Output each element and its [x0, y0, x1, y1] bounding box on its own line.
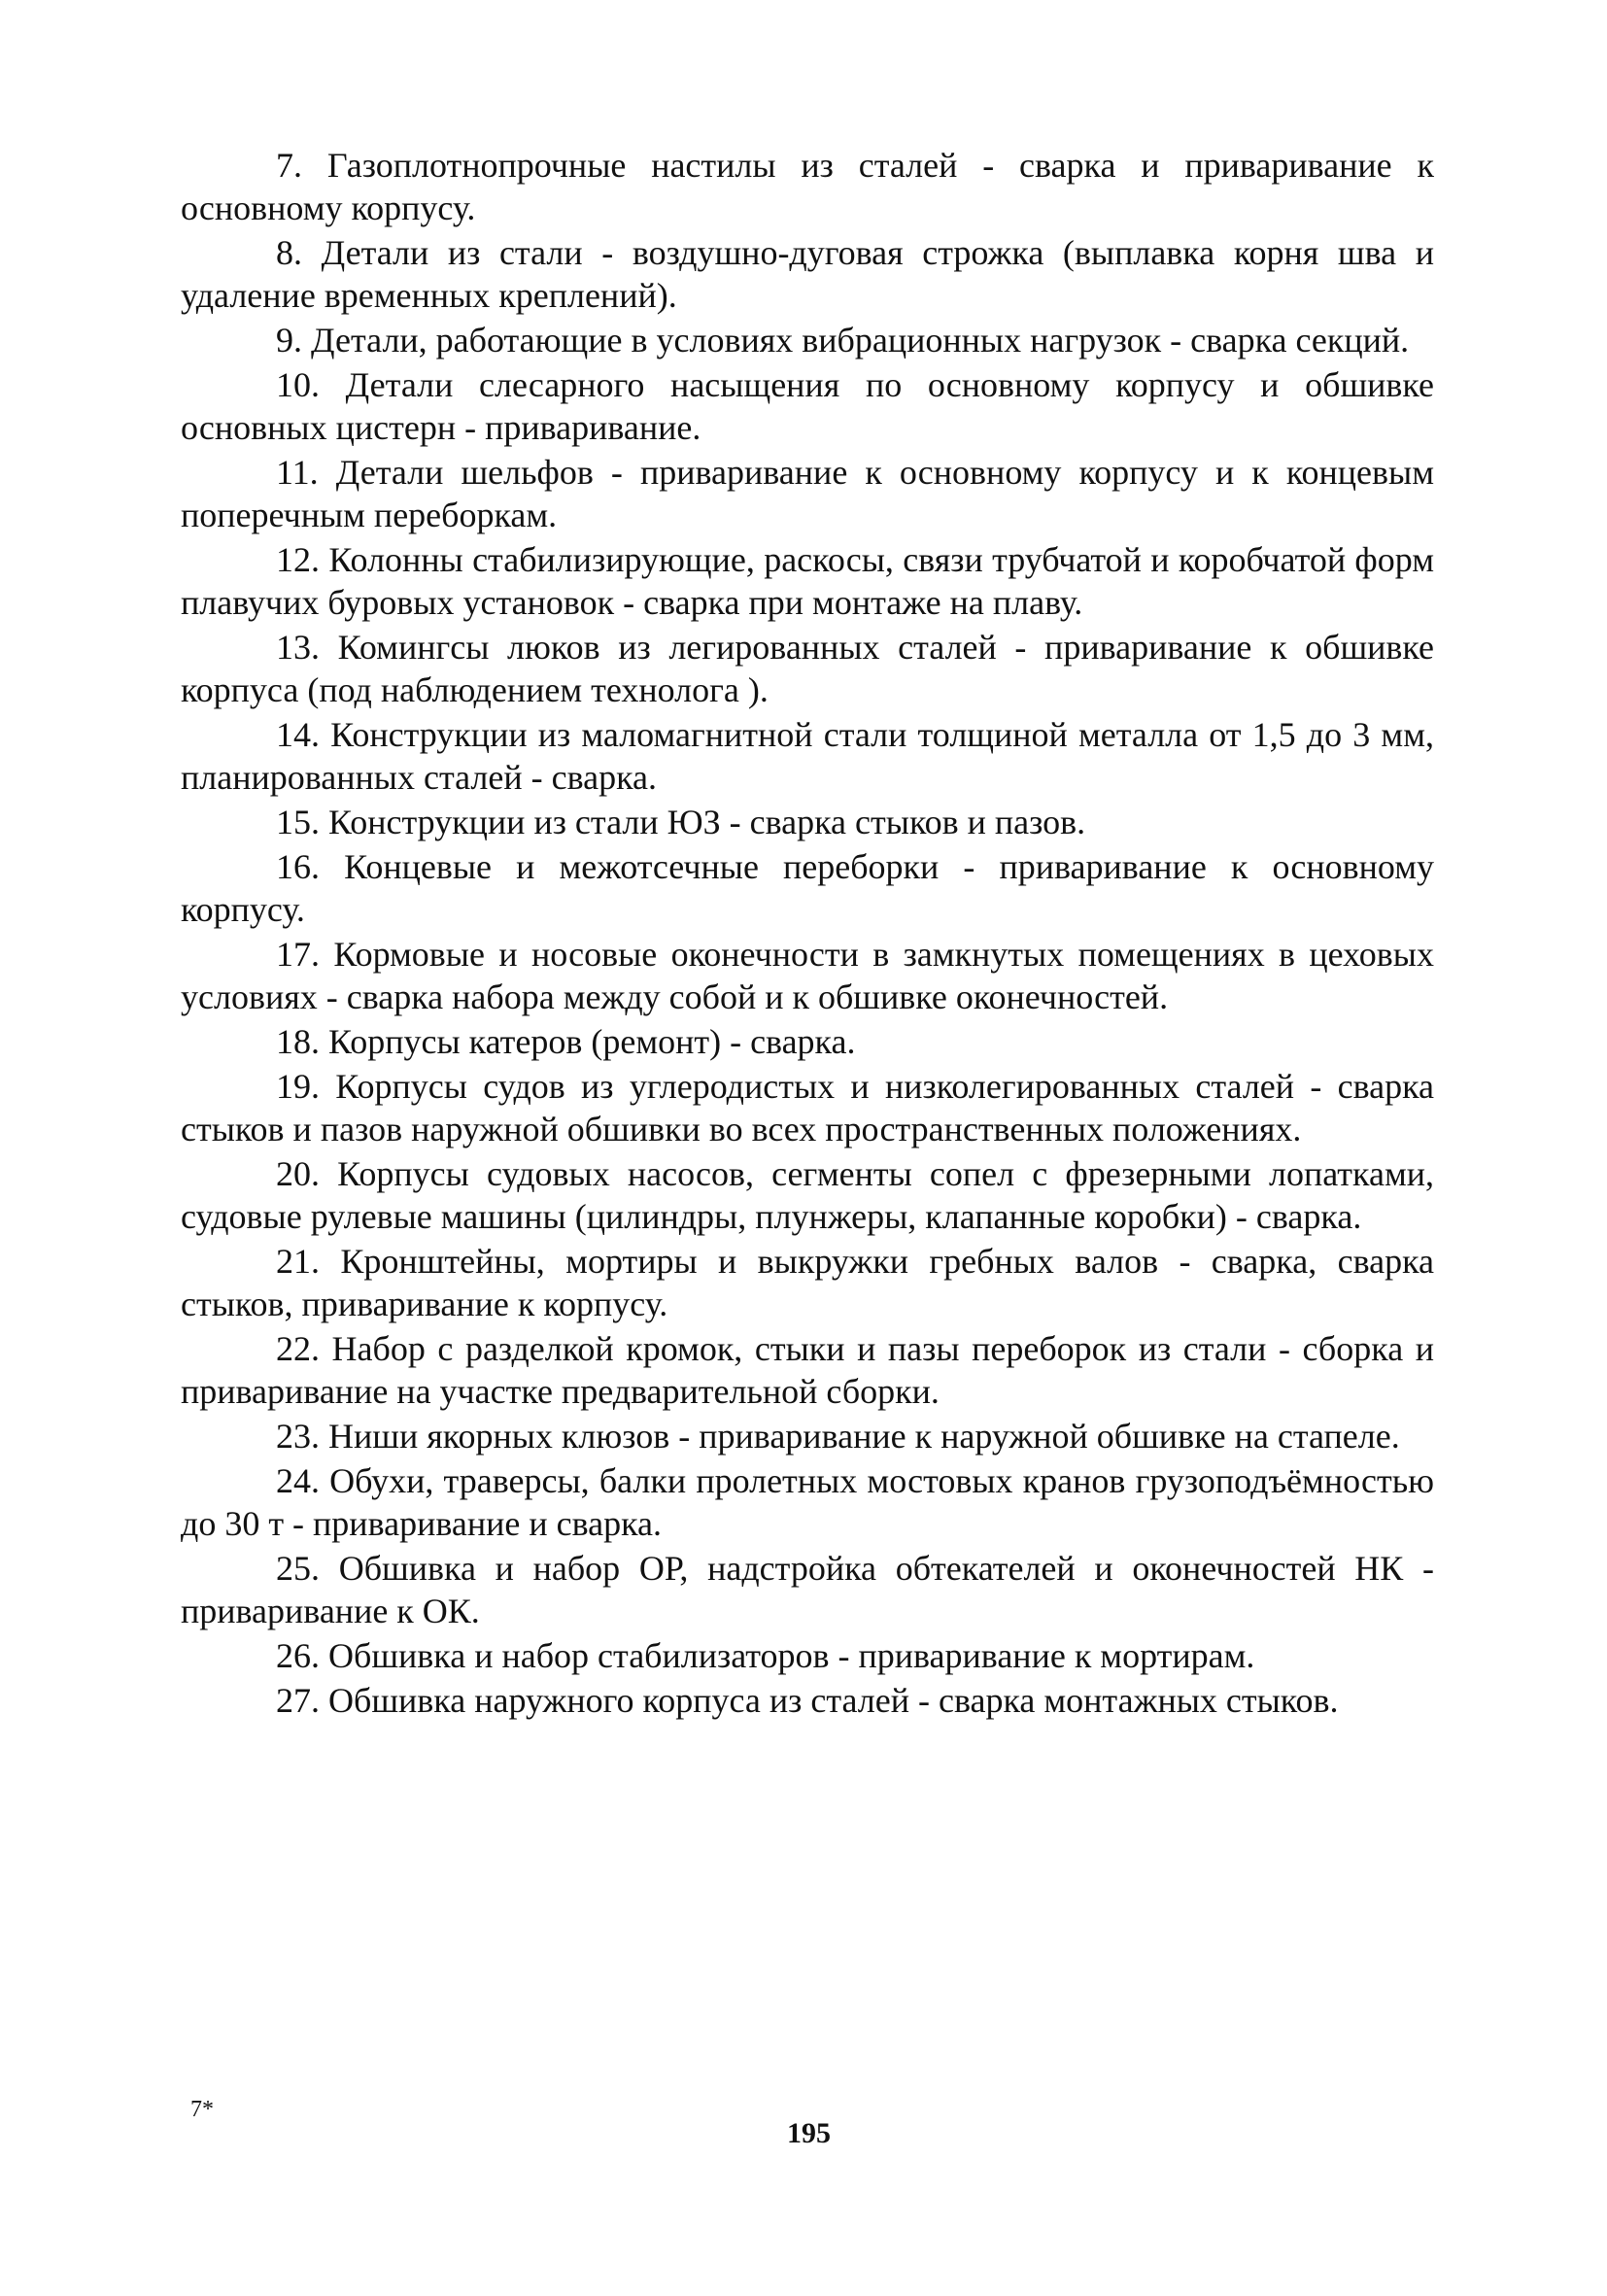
list-item: 16. Концевые и межотсечные переборки - приваривание к основному корпусу. [181, 847, 1434, 929]
list-item: 25. Обшивка и набор ОР, надстройка обтекателей и оконечностей НК - приваривание к ОК. [181, 1549, 1434, 1630]
list-item: 7. Газоплотнопрочные настилы из сталей - сварка и приваривание к основному корпусу. [181, 146, 1434, 227]
numbered-list [181, 144, 1434, 1724]
list-item: 14. Конструкции из маломагнитной стали толщиной металла от 1,5 до 3 мм, планированных сталей - сварка. [181, 715, 1434, 797]
list-item: 27. Обшивка наружного корпуса из сталей - сварка монтажных стыков. [276, 1681, 1339, 1720]
page-number: 195 [787, 2117, 831, 2149]
list-item: 23. Ниши якорных клюзов - приваривание к наружной обшивке на стапеле. [276, 1417, 1400, 1456]
list-item: 22. Набор с разделкой кромок, стыки и пазы переборок из стали - сборка и приваривание на участке предварительной сборки. [181, 1329, 1434, 1411]
list-item: 11. Детали шельфов - приваривание к основному корпусу и к концевым поперечным переборкам. [181, 453, 1434, 534]
list-item: 9. Детали, работающие в условиях вибрационных нагрузок - сварка секций. [276, 321, 1410, 360]
list-item: 10. Детали слесарного насыщения по основному корпусу и обшивке основных цистерн - приваривание. [181, 365, 1434, 447]
list-item: 8. Детали из стали - воздушно-дуговая строжка (выплавка корня шва и удаление временных креплений). [181, 233, 1434, 315]
list-item: 13. Комингсы люков из легированных сталей - приваривание к обшивке корпуса (под наблюдением технолога ). [181, 628, 1434, 709]
list-item: 26. Обшивка и набор стабилизаторов - приваривание к мортирам. [276, 1636, 1255, 1675]
list-item: 21. Кронштейны, мортиры и выкружки гребных валов - сварка, сварка стыков, приваривание к корпусу. [181, 1242, 1434, 1323]
signature-mark: 7* [190, 2097, 214, 2122]
list-item: 18. Корпусы катеров (ремонт) - сварка. [276, 1022, 856, 1061]
list-item: 12. Колонны стабилизирующие, раскосы, связи трубчатой и коробчатой форм плавучих буровых установок - сварка при монтаже на плаву. [181, 540, 1434, 622]
list-item: 17. Кормовые и носовые оконечности в замкнутых помещениях в цеховых условиях - сварка набора между собой и к обшивке оконечностей. [181, 935, 1434, 1016]
list-item: 15. Конструкции из стали ЮЗ - сварка стыков и пазов. [276, 803, 1086, 841]
list-item: 20. Корпусы судовых насосов, сегменты сопел с фрезерными лопатками, судовые рулевые машины (цилиндры, плунжеры, клапанные коробки) - сварка. [181, 1154, 1434, 1236]
list-item: 24. Обухи, траверсы, балки пролетных мостовых кранов грузоподъёмностью до 30 т - приваривание и сварка. [181, 1461, 1434, 1543]
list-item: 19. Корпусы судов из углеродистых и низколегированных сталей - сварка стыков и пазов наружной обшивки во всех пространственных положениях. [181, 1067, 1434, 1148]
